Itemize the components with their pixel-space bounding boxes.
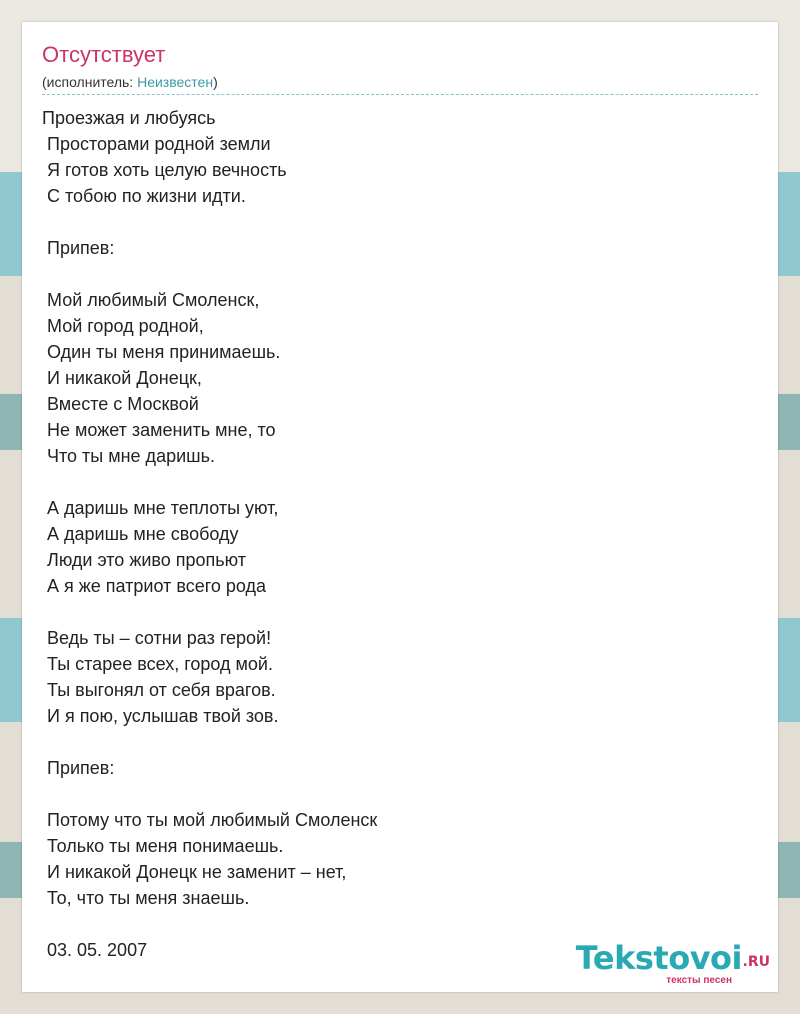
lyrics-line: Не может заменить мне, то: [42, 420, 276, 440]
lyrics-blank-line: [42, 209, 742, 235]
lyrics-line: Проезжая и любуясь: [42, 108, 216, 128]
lyrics-line: Потому что ты мой любимый Смоленск: [42, 810, 378, 830]
song-title: Отсутствует: [42, 42, 166, 67]
lyrics-line: И никакой Донецк не заменит – нет,: [42, 862, 347, 882]
artist-suffix: ): [213, 74, 218, 90]
lyrics-line: Люди это живо пропьют: [42, 550, 247, 570]
lyrics-blank-line: [42, 599, 742, 625]
lyrics-line: Вместе с Москвой: [42, 394, 199, 414]
lyrics-line: Мой город родной,: [42, 316, 204, 336]
lyrics-line: И я пою, услышав твой зов.: [42, 706, 279, 726]
lyrics-line: Я готов хоть целую вечность: [42, 160, 287, 180]
lyrics-blank-line: [42, 911, 742, 937]
lyrics-line: А даришь мне теплоты уют,: [42, 498, 279, 518]
site-logo[interactable]: [560, 940, 770, 990]
lyrics-line: А я же патриот всего рода: [42, 576, 267, 596]
lyrics-blank-line: [42, 781, 742, 807]
lyrics-line: Мой любимый Смоленск,: [42, 290, 260, 310]
lyrics-line: Припев:: [42, 238, 115, 258]
lyrics-blank-line: [42, 469, 742, 495]
artist-prefix: (исполнитель:: [42, 74, 138, 90]
lyrics-line: 03. 05. 2007: [42, 940, 148, 960]
logo-tagline: тексты песен: [666, 975, 732, 986]
lyrics-line: Ты старее всех, город мой.: [42, 654, 273, 674]
lyrics-blank-line: [42, 729, 742, 755]
lyrics-line: И никакой Донецк,: [42, 368, 202, 388]
artist-link[interactable]: Неизвестен: [137, 74, 214, 90]
lyrics-line: А даришь мне свободу: [42, 524, 239, 544]
lyrics-line: Один ты меня принимаешь.: [42, 342, 281, 362]
lyrics-line: Ведь ты – сотни раз герой!: [42, 628, 272, 648]
artist-line: [42, 72, 758, 95]
lyrics-line: То, что ты меня знаешь.: [42, 888, 250, 908]
logo-wordmark: Tekstovoi: [575, 939, 742, 977]
lyrics-line: С тобою по жизни идти.: [42, 186, 246, 206]
lyrics-line: Только ты меня понимаешь.: [42, 836, 284, 856]
lyrics-line: Ты выгонял от себя врагов.: [42, 680, 276, 700]
lyrics-blank-line: [42, 261, 742, 287]
lyrics-line: Припев:: [42, 758, 115, 778]
logo-tld: .RU: [742, 954, 770, 970]
lyrics-card: [22, 22, 778, 992]
lyrics-line: Что ты мне даришь.: [42, 446, 215, 466]
lyrics-line: Просторами родной земли: [42, 134, 271, 154]
song-header: [42, 40, 758, 95]
lyrics-text: [42, 105, 742, 963]
